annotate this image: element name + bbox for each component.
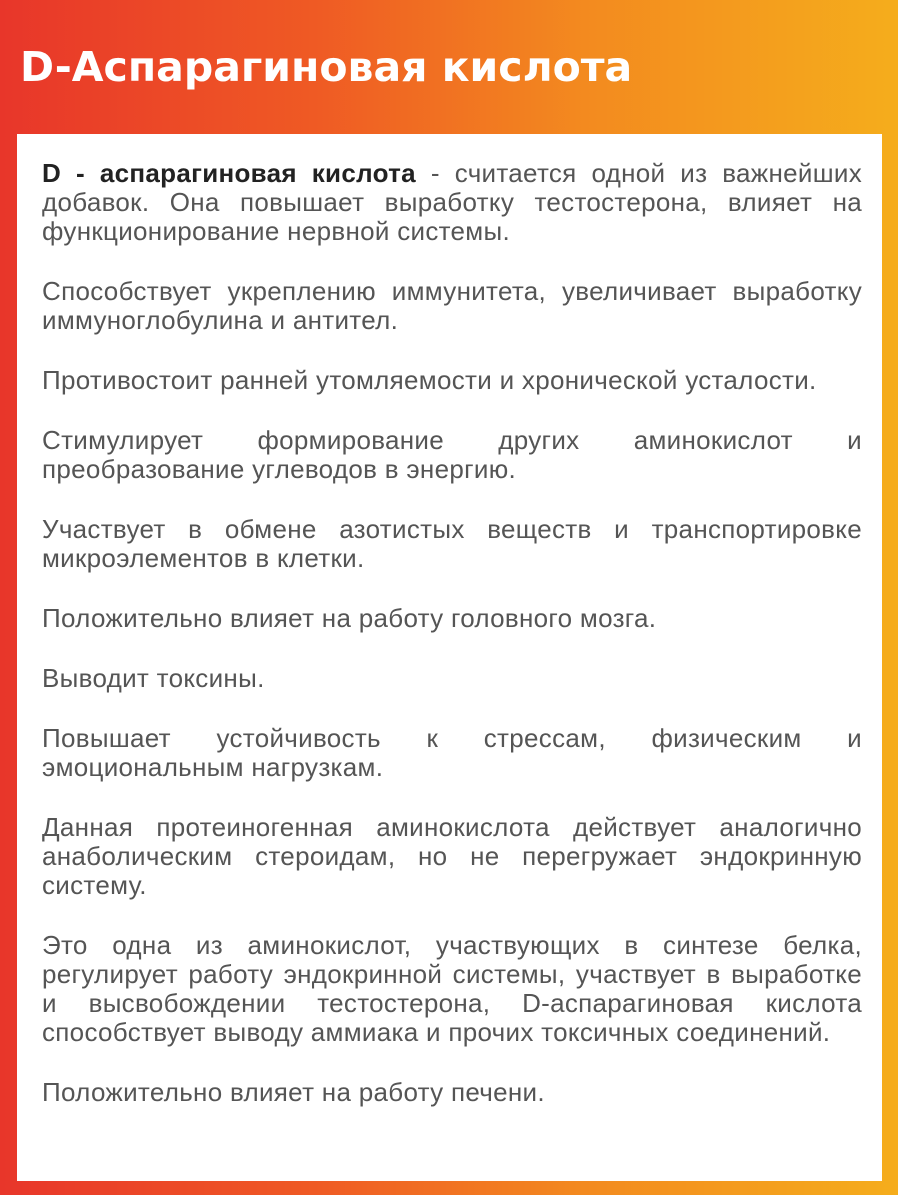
paragraph-immunity: Способствует укреплению иммунитета, увеличивает выработку иммуноглобулина и антител. bbox=[42, 276, 862, 335]
paragraph-brain: Положительно влияет на работу головного мозга. bbox=[42, 603, 657, 633]
paragraph-anabolic: Данная протеиногенная аминокислота действует аналогично анаболическим стероидам, но не перегружает эндокринную систему. bbox=[42, 812, 862, 900]
intro-text: - считается одной из важнейших добавок. Она повышает выработку тестостерона, влияет на функционирование нервной системы. bbox=[42, 158, 862, 246]
paragraph-protein-synthesis: Это одна из аминокислот, участвующих в синтезе белка, регулирует работу эндокринной системы, участвует в выработке и высвобождении тестостерона, D-аспарагиновая кислота способствует выводу аммиака и прочих токсичных соединений. bbox=[42, 930, 862, 1047]
paragraph-fatigue: Противостоит ранней утомляемости и хронической усталости. bbox=[42, 365, 817, 395]
paragraph-liver: Положительно влияет на работу печени. bbox=[42, 1077, 545, 1107]
content-card bbox=[17, 134, 882, 1181]
intro-bold-term: D - аспарагиновая кислота bbox=[42, 158, 416, 188]
paragraph-amino-acids: Стимулирует формирование других аминокислот и преобразование углеводов в энергию. bbox=[42, 425, 862, 484]
page-title: D-Аспарагиновая кислота bbox=[20, 43, 633, 91]
paragraph-stress: Повышает устойчивость к стрессам, физическим и эмоциональным нагрузкам. bbox=[42, 723, 862, 782]
paragraph-metabolism: Участвует в обмене азотистых веществ и транспортировке микроэлементов в клетки. bbox=[42, 514, 862, 573]
paragraph-toxins: Выводит токсины. bbox=[42, 663, 265, 693]
intro-paragraph bbox=[42, 159, 862, 246]
